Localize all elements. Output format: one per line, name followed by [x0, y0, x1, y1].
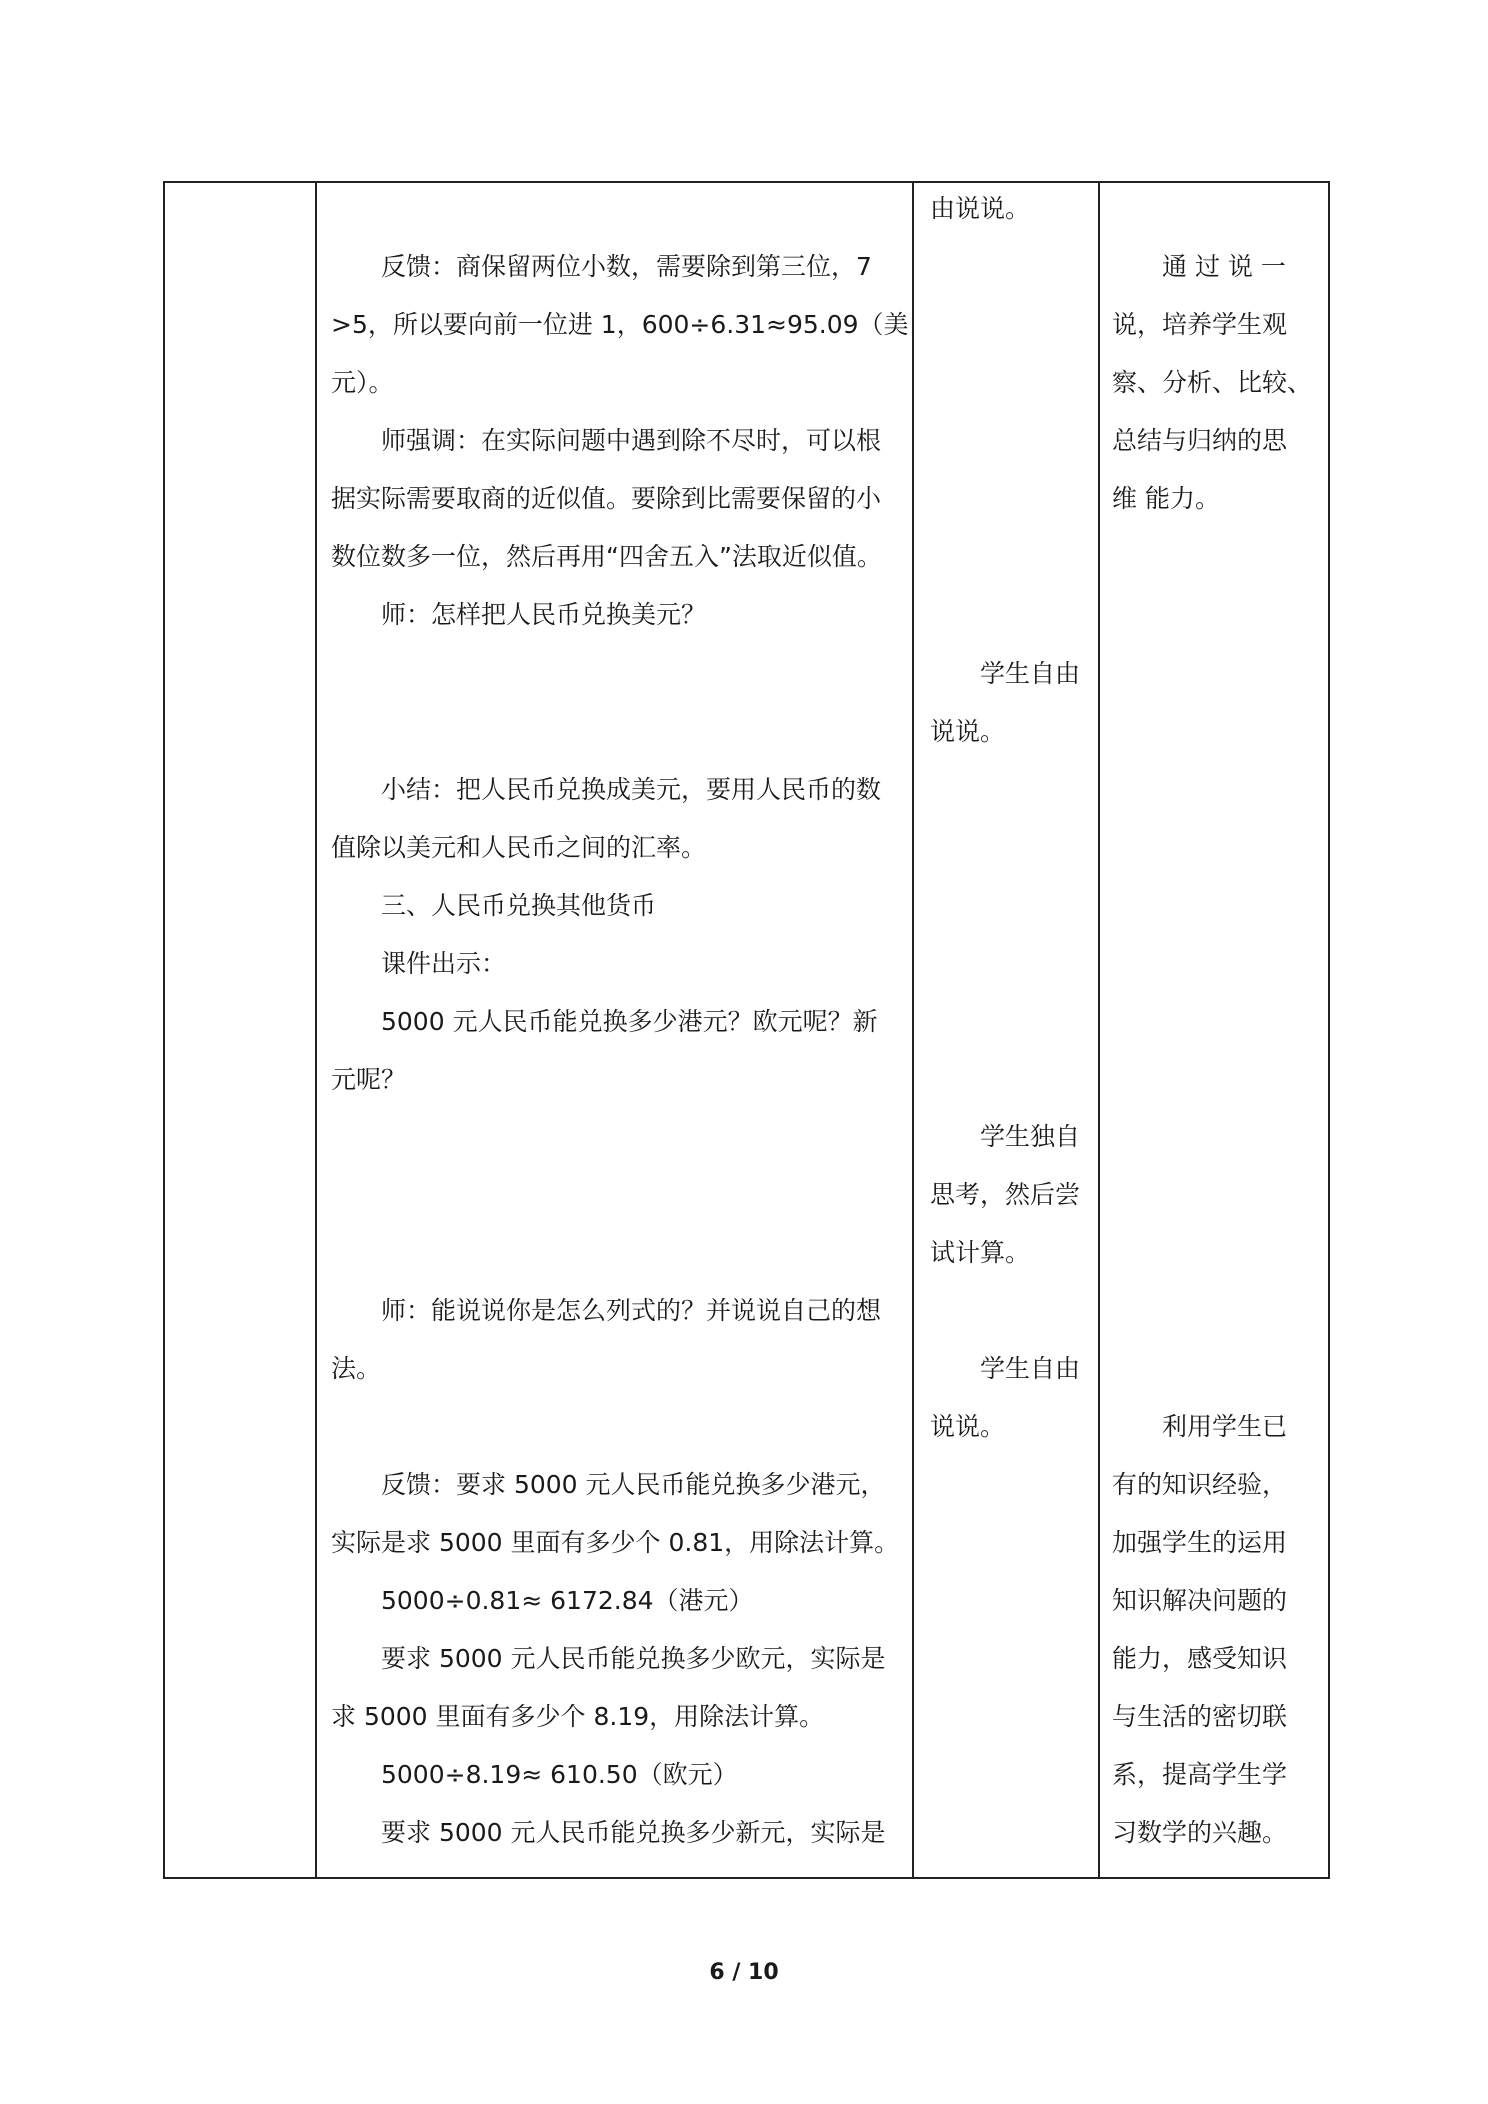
column-divider-2 [912, 181, 914, 1879]
content-line: 实际是求 5000 里面有多少个 0.81，用除法计算。 [331, 1528, 900, 1557]
design-intent-line: 系，提高学生学 [1112, 1760, 1288, 1789]
content-line: 反馈：要求 5000 元人民币能兑换多少港元， [381, 1470, 886, 1499]
student-activity-line: 思考，然后尝 [930, 1180, 1081, 1209]
design-intent-line: 维 能力。 [1112, 484, 1220, 513]
content-line: 要求 5000 元人民币能兑换多少欧元，实际是 [381, 1644, 886, 1673]
design-intent-line: 利用学生已 [1162, 1412, 1288, 1441]
content-line: 课件出示： [381, 949, 507, 978]
content-line: 师强调：在实际问题中遇到除不尽时，可以根 [381, 426, 882, 455]
design-intent-line: 知识解决问题的 [1112, 1586, 1288, 1615]
content-line: 师：怎样把人民币兑换美元？ [381, 600, 707, 629]
content-line: 法。 [331, 1354, 382, 1383]
student-activity-line: 由说说。 [930, 194, 1031, 223]
content-line: 求 5000 里面有多少个 8.19，用除法计算。 [331, 1702, 825, 1731]
content-line: 元）。 [331, 368, 394, 397]
content-line: 值除以美元和人民币之间的汇率。 [331, 833, 707, 862]
formula-line: 5000÷0.81≈ 6172.84（港元） [381, 1586, 754, 1615]
design-intent-line: 能力，感受知识 [1112, 1644, 1288, 1673]
column-divider-1 [315, 181, 317, 1879]
content-line: 元呢？ [331, 1065, 407, 1094]
formula-line: 5000÷8.19≈ 610.50（欧元） [381, 1760, 738, 1789]
student-activity-line: 学生独自 [980, 1122, 1081, 1151]
design-intent-line: 总结与归纳的思 [1112, 426, 1288, 455]
content-line: 据实际需要取商的近似值。要除到比需要保留的小 [331, 484, 882, 513]
column-divider-3 [1098, 181, 1100, 1879]
content-line: 反馈：商保留两位小数，需要除到第三位，7 [381, 252, 872, 281]
content-line: 5000 元人民币能兑换多少港元？欧元呢？新 [381, 1007, 878, 1036]
section-heading: 三、人民币兑换其他货币 [381, 891, 657, 920]
content-line: 数位数多一位，然后再用“四舍五入”法取近似值。 [331, 542, 882, 571]
page-number: 6 / 10 [709, 1960, 779, 1985]
student-activity-line: 试计算。 [930, 1238, 1031, 1267]
student-activity-line: 学生自由 [980, 1354, 1081, 1383]
content-line: 师：能说说你是怎么列式的？并说说自己的想 [381, 1296, 882, 1325]
student-activity-line: 说说。 [930, 1412, 1006, 1441]
student-activity-line: 说说。 [930, 717, 1006, 746]
student-activity-line: 学生自由 [980, 659, 1081, 688]
design-intent-line: 加强学生的运用 [1112, 1528, 1288, 1557]
design-intent-line: 习数学的兴趣。 [1112, 1818, 1288, 1847]
content-line: 小结：把人民币兑换成美元，要用人民币的数 [381, 775, 882, 804]
design-intent-line: 有的知识经验， [1112, 1470, 1288, 1499]
content-line: 要求 5000 元人民币能兑换多少新元，实际是 [381, 1818, 886, 1847]
design-intent-line: 与生活的密切联 [1112, 1702, 1288, 1731]
design-intent-line: 说，培养学生观 [1112, 310, 1288, 339]
design-intent-line: 通 过 说 一 [1162, 252, 1286, 281]
content-line: >5，所以要向前一位进 1，600÷6.31≈95.09（美 [331, 310, 909, 339]
design-intent-line: 察、分析、比较、 [1112, 368, 1313, 397]
